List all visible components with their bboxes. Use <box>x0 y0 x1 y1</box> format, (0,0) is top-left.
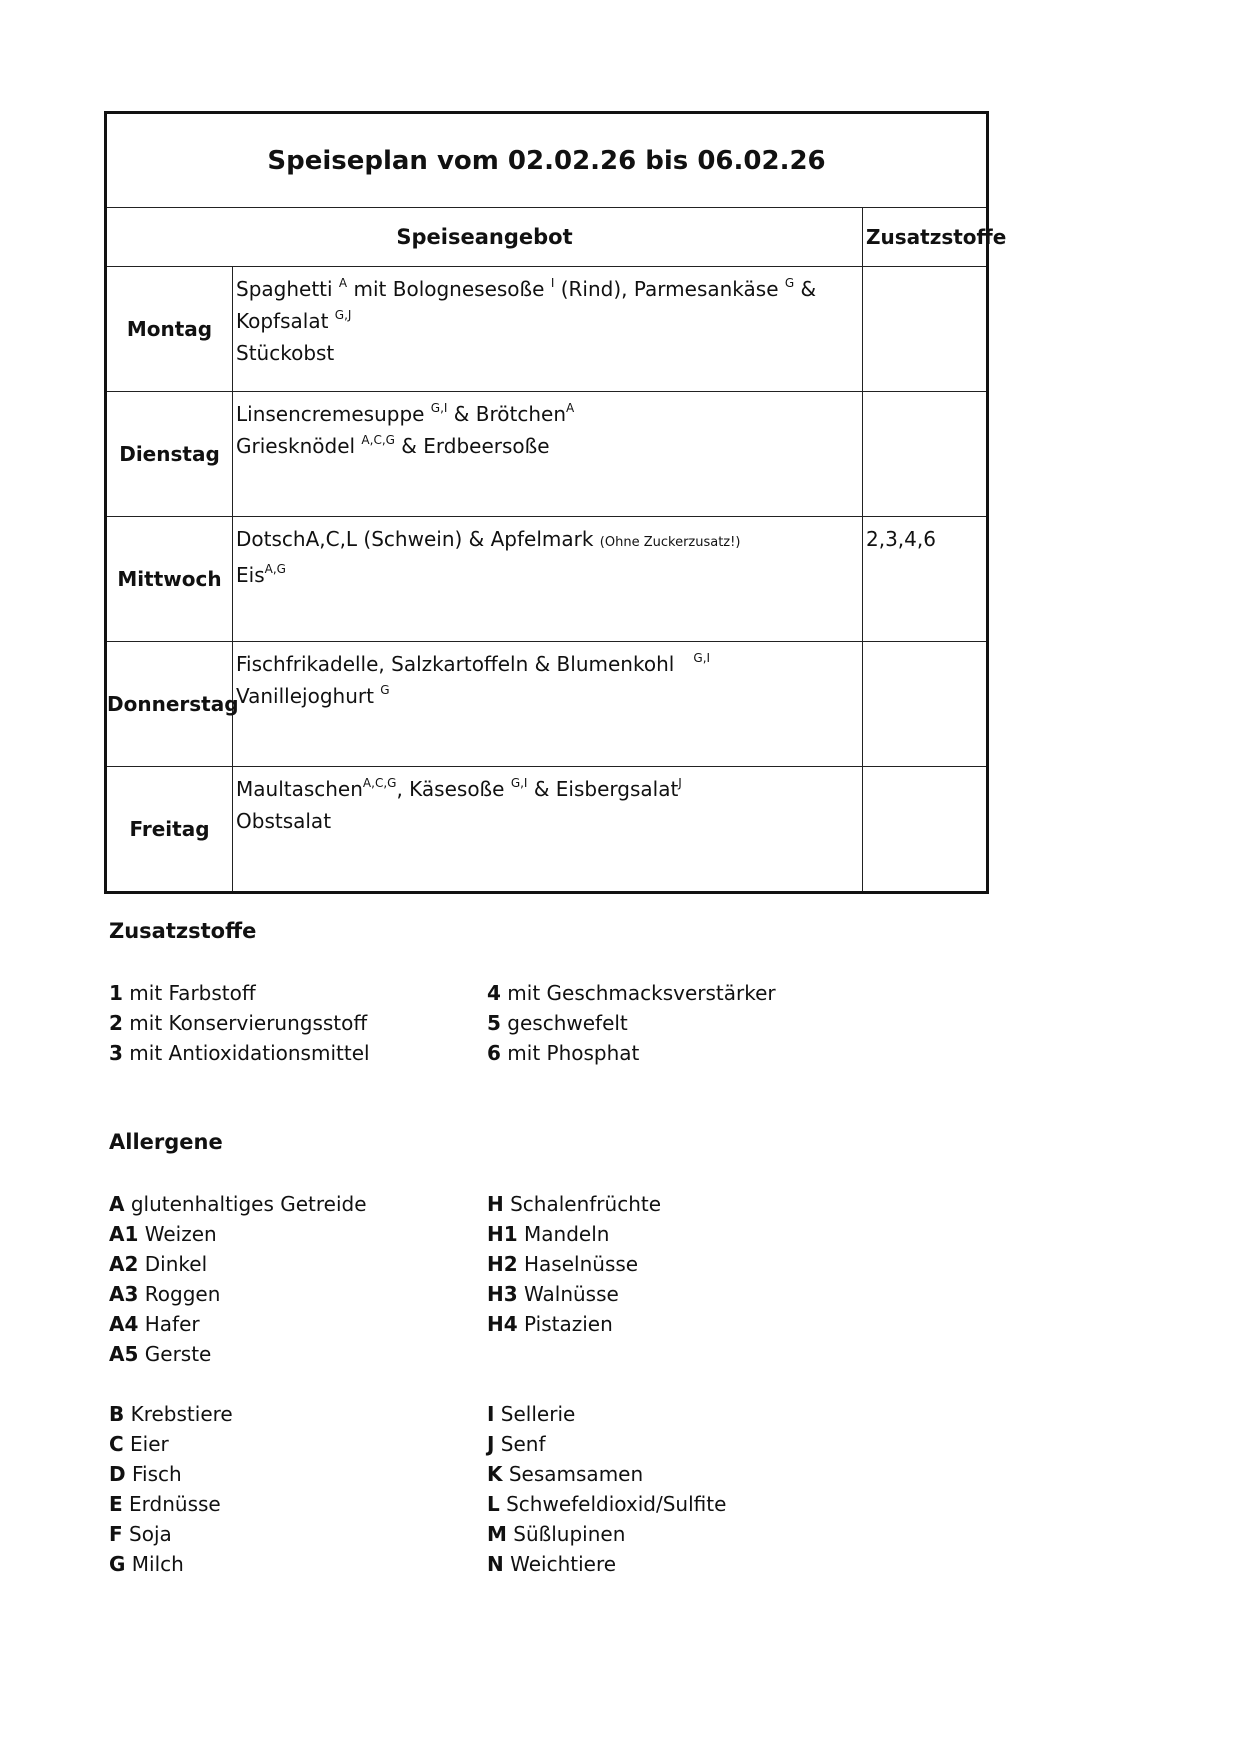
legend-code: A1 <box>109 1222 139 1246</box>
legend-item <box>109 1249 367 1279</box>
legend-code: B <box>109 1402 125 1426</box>
allergen-superscript: A <box>566 401 575 415</box>
legend-label: Haselnüsse <box>517 1252 639 1276</box>
legend-code: A2 <box>109 1252 139 1276</box>
legend-item <box>109 1519 233 1549</box>
legend-code: H <box>487 1192 504 1216</box>
dish-text: DotschA,C,L (Schwein) & Apfelmark <box>236 527 600 551</box>
additives-thursday <box>863 642 988 767</box>
legend-code: 2 <box>109 1011 123 1035</box>
legend-code: 4 <box>487 981 501 1005</box>
legend-code: H3 <box>487 1282 518 1306</box>
day-label: Freitag <box>106 767 233 893</box>
legend-label: geschwefelt <box>500 1011 628 1035</box>
day-row-friday <box>106 767 988 893</box>
legend-item <box>487 1549 726 1579</box>
dishes-tuesday <box>233 392 863 517</box>
legend-label: Schwefeldioxid/Sulfite <box>499 1492 727 1516</box>
legend-code: A <box>109 1192 125 1216</box>
legend-item <box>109 1309 367 1339</box>
legend-item <box>487 1038 776 1068</box>
legend-item <box>487 1459 726 1489</box>
legend-item <box>487 1399 726 1429</box>
legend-code: A4 <box>109 1312 139 1336</box>
day-row-tuesday <box>106 392 988 517</box>
legend-label: mit Geschmacksverstärker <box>500 981 776 1005</box>
legend-label: mit Farbstoff <box>122 981 256 1005</box>
legend-code: 3 <box>109 1041 123 1065</box>
legend-label: Erdnüsse <box>122 1492 221 1516</box>
allergen-superscript: A,G <box>264 562 286 576</box>
legend-item <box>487 1008 776 1038</box>
legend-item <box>109 1189 367 1219</box>
dish-text: Vanillejoghurt <box>236 684 381 708</box>
menu-title: Speiseplan vom 02.02.26 bis 06.02.26 <box>106 113 988 208</box>
legend-item <box>487 978 776 1008</box>
legend-label: Fisch <box>125 1462 182 1486</box>
legend-code: H4 <box>487 1312 518 1336</box>
legend-item <box>109 1038 370 1068</box>
legend-code: F <box>109 1522 123 1546</box>
dish-line <box>236 648 862 680</box>
allergens-list-right-1 <box>487 1189 661 1339</box>
legend-code: C <box>109 1432 124 1456</box>
allergen-superscript: G <box>784 276 795 290</box>
dish-line <box>236 337 862 369</box>
additives-wednesday: 2,3,4,6 <box>863 517 988 642</box>
legend-item <box>109 1219 367 1249</box>
day-row-wednesday <box>106 517 988 642</box>
legend-code: L <box>487 1492 500 1516</box>
legend-label: Sellerie <box>494 1402 576 1426</box>
allergen-superscript: J <box>678 776 682 790</box>
dishes-monday <box>233 267 863 392</box>
dish-text: Obstsalat <box>236 809 332 833</box>
legend-code: A5 <box>109 1342 139 1366</box>
legend-code: E <box>109 1492 123 1516</box>
legend-code: J <box>487 1432 495 1456</box>
dish-line <box>236 523 862 559</box>
legend-item <box>487 1309 661 1339</box>
dish-text: (Rind), Parmesankäse <box>554 277 785 301</box>
day-row-monday <box>106 267 988 392</box>
legend-label: Pistazien <box>517 1312 613 1336</box>
dish-note: (Ohne Zuckerzusatz!) <box>599 535 741 550</box>
allergen-superscript: G,I <box>510 776 528 790</box>
legend-code: K <box>487 1462 503 1486</box>
legend-item <box>109 1399 233 1429</box>
legend-item <box>109 1459 233 1489</box>
dish-text: & Erdbeersoße <box>394 434 550 458</box>
legend-item <box>487 1249 661 1279</box>
dish-text: Kopfsalat <box>236 309 335 333</box>
additives-friday <box>863 767 988 893</box>
legend-label: Hafer <box>138 1312 200 1336</box>
dish-line <box>236 430 862 462</box>
legend-label: Dinkel <box>138 1252 208 1276</box>
legend-label: Weizen <box>138 1222 217 1246</box>
allergen-superscript: G,I <box>430 401 448 415</box>
additives-section-title: Zusatzstoffe <box>109 919 257 943</box>
legend-code: 5 <box>487 1011 501 1035</box>
dish-text: Stückobst <box>236 341 335 365</box>
allergen-superscript: G,J <box>334 308 352 322</box>
dish-text: Fischfrikadelle, Salzkartoffeln & Blumenkohl <box>236 652 694 676</box>
legend-item <box>109 1008 370 1038</box>
day-label: Donnerstag <box>106 642 233 767</box>
legend-code: N <box>487 1552 504 1576</box>
dish-line <box>236 273 862 305</box>
dish-line <box>236 680 862 712</box>
dish-line <box>236 805 862 837</box>
allergens-list-right-2 <box>487 1399 726 1579</box>
day-label: Dienstag <box>106 392 233 517</box>
additives-list-left <box>109 978 370 1068</box>
legend-item <box>487 1189 661 1219</box>
legend-item <box>487 1489 726 1519</box>
legend-label: Krebstiere <box>124 1402 233 1426</box>
legend-item <box>487 1519 726 1549</box>
allergen-superscript: A,C,G <box>361 433 395 447</box>
legend-label: Gerste <box>138 1342 212 1366</box>
legend-label: Walnüsse <box>517 1282 619 1306</box>
menu-table <box>104 111 1007 894</box>
legend-item <box>487 1219 661 1249</box>
allergen-superscript: I <box>550 276 555 290</box>
legend-label: Mandeln <box>517 1222 610 1246</box>
dish-text: & Brötchen <box>447 402 566 426</box>
legend-label: Sesamsamen <box>502 1462 644 1486</box>
dish-text: & Eisbergsalat <box>527 777 679 801</box>
allergen-superscript: G <box>380 683 390 697</box>
legend-code: H2 <box>487 1252 518 1276</box>
legend-label: glutenhaltiges Getreide <box>124 1192 367 1216</box>
legend-item <box>487 1279 661 1309</box>
additives-list-right <box>487 978 776 1068</box>
dish-text: Eis <box>236 563 265 587</box>
dish-text: Linsencremesuppe <box>236 402 431 426</box>
allergens-list-left-1 <box>109 1189 367 1369</box>
offer-column-header: Speiseangebot <box>106 208 863 267</box>
allergen-superscript: A <box>338 276 348 290</box>
dish-text: Griesknödel <box>236 434 362 458</box>
day-label: Mittwoch <box>106 517 233 642</box>
legend-label: mit Konservierungsstoff <box>122 1011 368 1035</box>
legend-code: G <box>109 1552 126 1576</box>
legend-label: Milch <box>125 1552 184 1576</box>
legend-code: 1 <box>109 981 123 1005</box>
day-row-thursday <box>106 642 988 767</box>
legend-label: Schalenfrüchte <box>503 1192 662 1216</box>
legend-item <box>109 1489 233 1519</box>
dishes-friday <box>233 767 863 893</box>
legend-label: mit Antioxidationsmittel <box>122 1041 370 1065</box>
dishes-wednesday <box>233 517 863 642</box>
legend-code: A3 <box>109 1282 139 1306</box>
legend-item <box>487 1429 726 1459</box>
additives-column-header: Zusatzstoffe <box>863 208 988 267</box>
dish-line <box>236 398 862 430</box>
additives-monday <box>863 267 988 392</box>
legend-code: 6 <box>487 1041 501 1065</box>
legend-item <box>109 978 370 1008</box>
legend-code: I <box>487 1402 495 1426</box>
legend-label: Süßlupinen <box>506 1522 626 1546</box>
day-label: Montag <box>106 267 233 392</box>
legend-code: D <box>109 1462 126 1486</box>
legend-item <box>109 1549 233 1579</box>
legend-code: H1 <box>487 1222 518 1246</box>
legend-label: Roggen <box>138 1282 221 1306</box>
dish-line <box>236 305 862 337</box>
dish-line <box>236 559 862 591</box>
dish-text: Maultaschen <box>236 777 363 801</box>
legend-item <box>109 1339 367 1369</box>
allergen-superscript: A,C,G <box>362 776 397 790</box>
legend-code: M <box>487 1522 507 1546</box>
dish-text: , Käsesoße <box>396 777 511 801</box>
dish-line <box>236 773 862 805</box>
dishes-thursday <box>233 642 863 767</box>
additives-tuesday <box>863 392 988 517</box>
legend-label: Soja <box>122 1522 172 1546</box>
legend-item <box>109 1429 233 1459</box>
legend-label: Eier <box>123 1432 169 1456</box>
allergens-list-left-2 <box>109 1399 233 1579</box>
legend-item <box>109 1279 367 1309</box>
dish-text: & <box>794 277 817 301</box>
allergens-section-title: Allergene <box>109 1130 223 1154</box>
legend-label: mit Phosphat <box>500 1041 640 1065</box>
dish-text: Spaghetti <box>236 277 339 301</box>
dish-text: mit Bolognesesoße <box>347 277 551 301</box>
allergen-superscript: G,I <box>693 651 711 665</box>
legend-label: Senf <box>494 1432 546 1456</box>
legend-label: Weichtiere <box>503 1552 617 1576</box>
